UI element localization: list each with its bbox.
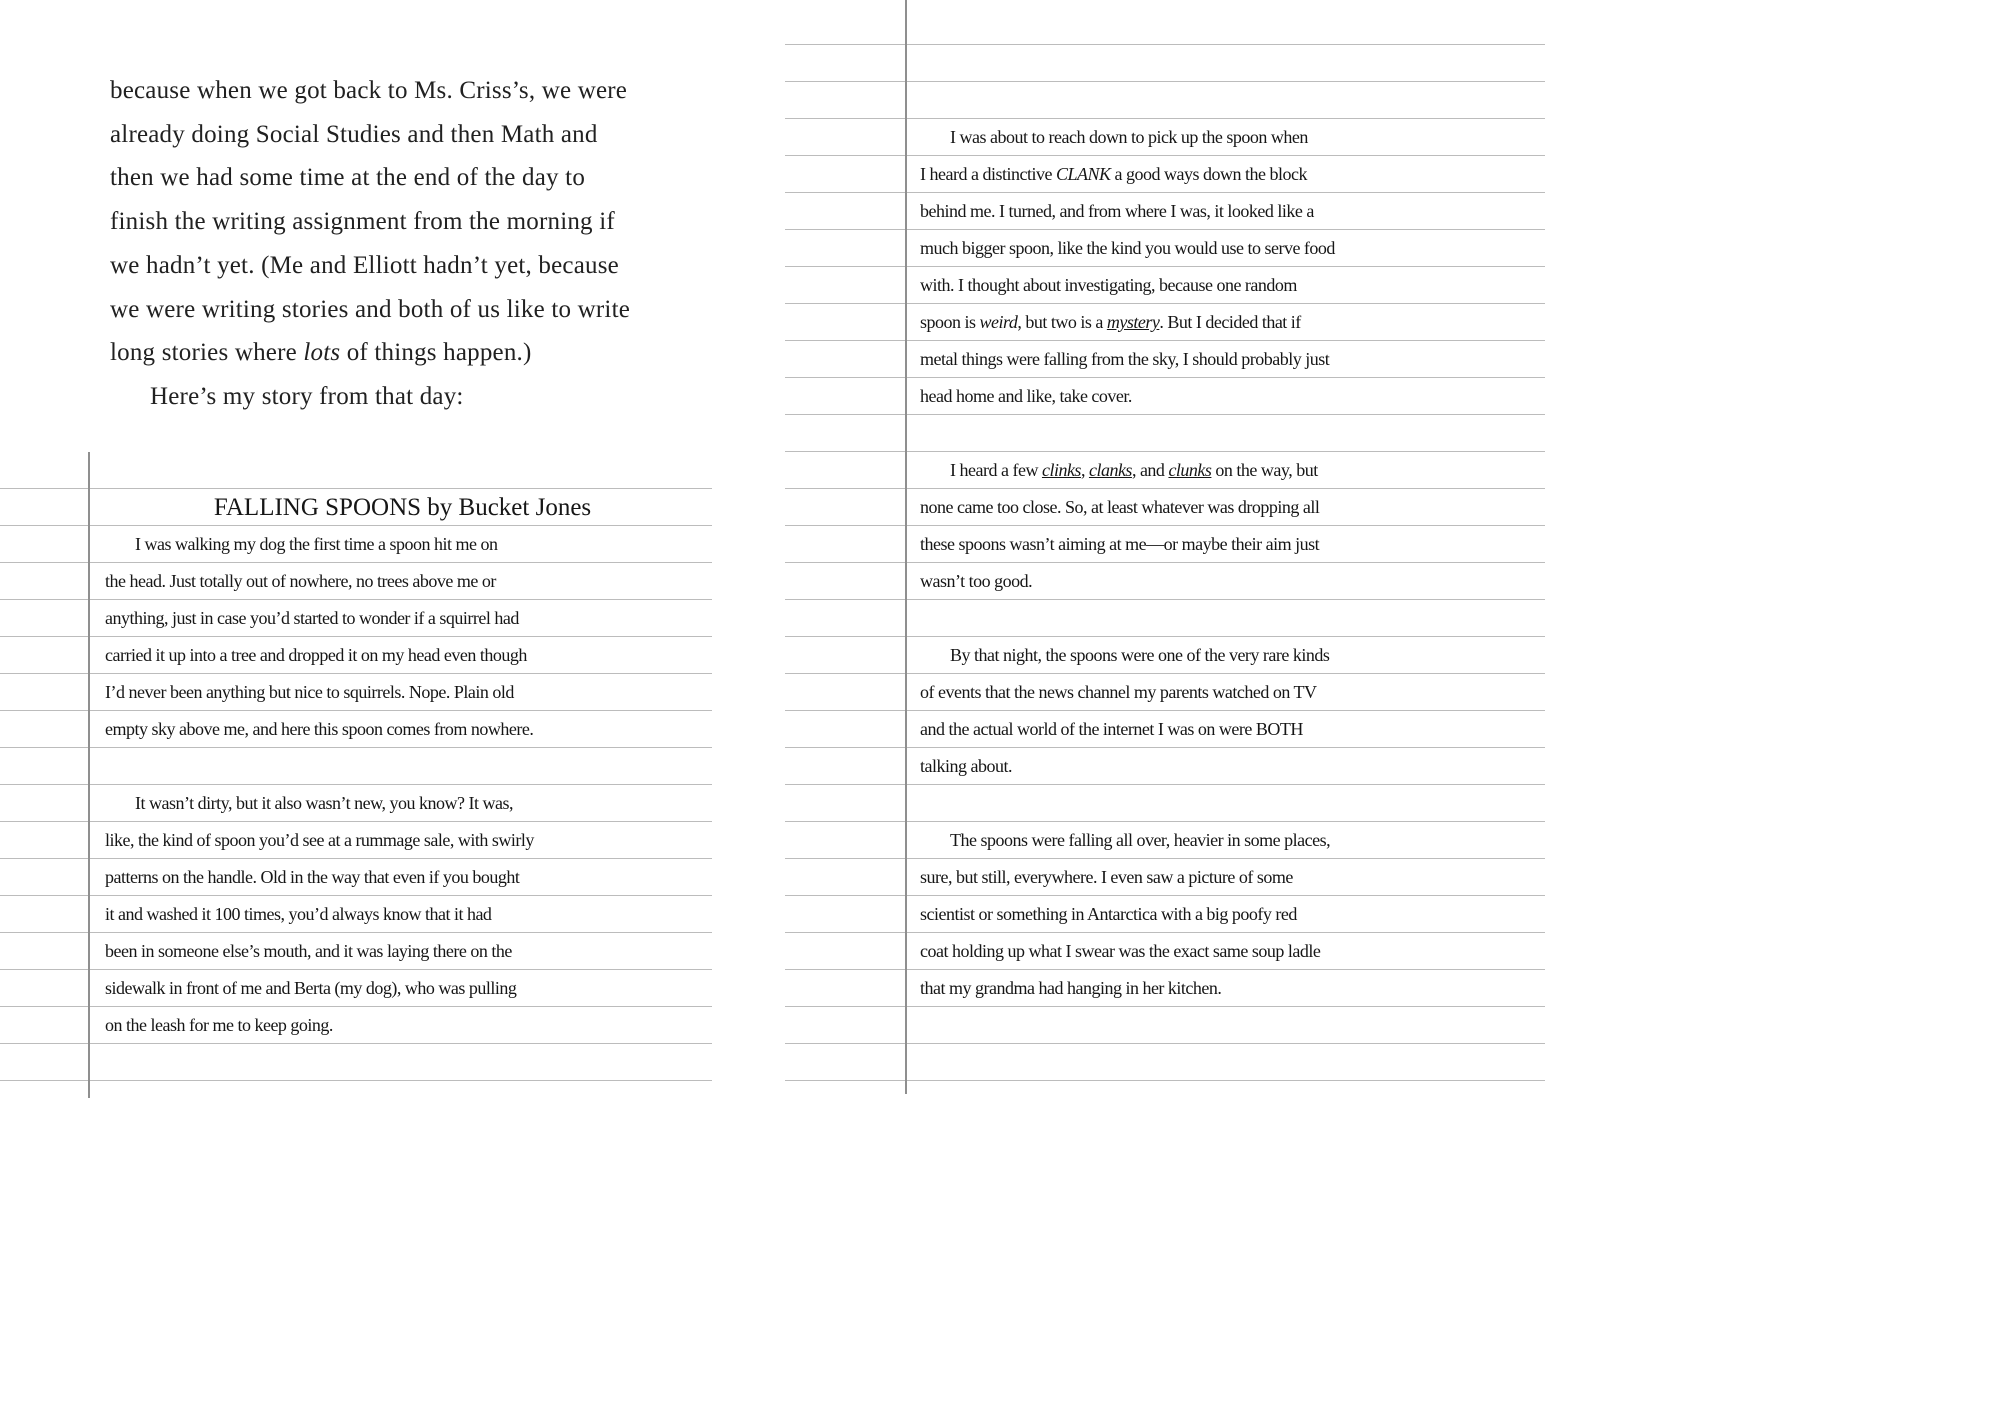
text-line: with. I thought about investigating, because one random	[920, 275, 1297, 295]
text-line: the head. Just totally out of nowhere, no trees above me or	[105, 571, 496, 591]
story-text-right	[920, 8, 1530, 1007]
text-line: been in someone else’s mouth, and it was laying there on the	[105, 941, 512, 961]
text-line: talking about.	[920, 756, 1012, 776]
text-segment: ,	[1080, 460, 1089, 480]
text-line: sure, but still, everywhere. I even saw a picture of some	[920, 867, 1293, 887]
text-segment: spoon is	[920, 312, 980, 332]
story-title: FALLING SPOONS by Bucket Jones	[213, 494, 592, 521]
story-paragraph	[920, 822, 1530, 1007]
text-line: I’d never been anything but nice to squirrels. Nope. Plain old	[105, 682, 514, 702]
text-line: that my grandma had hanging in her kitchen.	[920, 978, 1222, 998]
text-line	[110, 331, 710, 375]
emphasized-text: clinks	[1041, 460, 1081, 480]
notebook-paper-right	[785, 8, 1545, 1094]
emphasized-text: lots	[303, 339, 341, 367]
text-line: on the leash for me to keep going.	[105, 1015, 333, 1035]
text-line: of events that the news channel my parents watched on TV	[920, 682, 1317, 702]
text-line: By that night, the spoons were one of the very rare kinds	[950, 645, 1330, 665]
text-line: wasn’t too good.	[920, 571, 1033, 591]
text-line: metal things were falling from the sky, I should probably just	[920, 349, 1330, 369]
book-paragraph-lines	[110, 69, 710, 375]
text-line: then we had some time at the end of the day to	[110, 164, 586, 192]
emphasized-text: clanks	[1088, 460, 1132, 480]
text-line: like, the kind of spoon you’d see at a rummage sale, with swirly	[105, 830, 534, 850]
book-paragraph	[110, 69, 710, 419]
story-text-left	[105, 452, 700, 1044]
text-line: I was about to reach down to pick up the spoon when	[950, 127, 1308, 147]
story-paragraph	[920, 452, 1530, 600]
notebook-margin-line	[905, 0, 907, 1094]
text-segment: I heard a few	[950, 460, 1042, 480]
emphasized-text: weird	[979, 312, 1018, 332]
text-line: empty sky above me, and here this spoon comes from nowhere.	[105, 719, 534, 739]
text-line: patterns on the handle. Old in the way that even if you bought	[105, 867, 520, 887]
text-segment: on the way, but	[1211, 460, 1318, 480]
text-line: we hadn’t yet. (Me and Elliott hadn’t yet, because	[110, 251, 619, 279]
text-segment: of things happen.)	[340, 339, 532, 367]
notebook-paper-left	[0, 452, 712, 1098]
text-line: It wasn’t dirty, but it also wasn’t new, you know? It was,	[135, 793, 513, 813]
text-line: carried it up into a tree and dropped it on my head even though	[105, 645, 527, 665]
text-line: scientist or something in Antarctica with a big poofy red	[920, 904, 1297, 924]
text-line: we were writing stories and both of us like to write	[110, 295, 631, 323]
story-paragraph	[920, 119, 1530, 415]
text-segment: . But I decided that if	[1159, 312, 1301, 332]
emphasized-text: CLANK	[1055, 164, 1111, 184]
text-line: because when we got back to Ms. Criss’s, we were	[110, 77, 628, 104]
text-line: finish the writing assignment from the morning if	[110, 208, 615, 236]
text-segment: long stories where	[110, 339, 304, 367]
text-line: anything, just in case you’d started to wonder if a squirrel had	[105, 608, 519, 628]
text-line: these spoons wasn’t aiming at me—or maybe their aim just	[920, 534, 1320, 554]
text-line: none came too close. So, at least whatever was dropping all	[920, 497, 1320, 517]
text-line: behind me. I turned, and from where I was, it looked like a	[920, 201, 1314, 221]
story-paragraph	[105, 785, 700, 1044]
text-line	[920, 304, 1530, 341]
text-line: head home and like, take cover.	[920, 386, 1132, 406]
text-line: and the actual world of the internet I was on were BOTH	[920, 719, 1303, 739]
text-line: sidewalk in front of me and Berta (my dog), who was pulling	[105, 978, 517, 998]
emphasized-text: clunks	[1168, 460, 1212, 480]
text-line	[920, 156, 1530, 193]
text-line: The spoons were falling all over, heavier in some places,	[950, 830, 1331, 850]
text-segment: , but two is a	[1017, 312, 1107, 332]
text-line: already doing Social Studies and then Math and	[110, 120, 598, 148]
text-line: I was walking my dog the first time a spoon hit me on	[135, 534, 498, 554]
text-line	[920, 452, 1530, 489]
text-line: coat holding up what I swear was the exact same soup ladle	[920, 941, 1321, 961]
story-paragraph	[920, 637, 1530, 785]
emphasized-text: mystery	[1106, 312, 1160, 332]
book-closing-line: Here’s my story from that day:	[150, 382, 464, 410]
text-segment: a good ways down the block	[1110, 164, 1307, 184]
text-line: much bigger spoon, like the kind you would use to serve food	[920, 238, 1335, 258]
text-segment: I heard a distinctive	[920, 164, 1056, 184]
text-line: it and washed it 100 times, you’d always know that it had	[105, 904, 492, 924]
text-segment: , and	[1131, 460, 1169, 480]
story-paragraph	[105, 526, 700, 748]
notebook-margin-line	[88, 452, 90, 1098]
